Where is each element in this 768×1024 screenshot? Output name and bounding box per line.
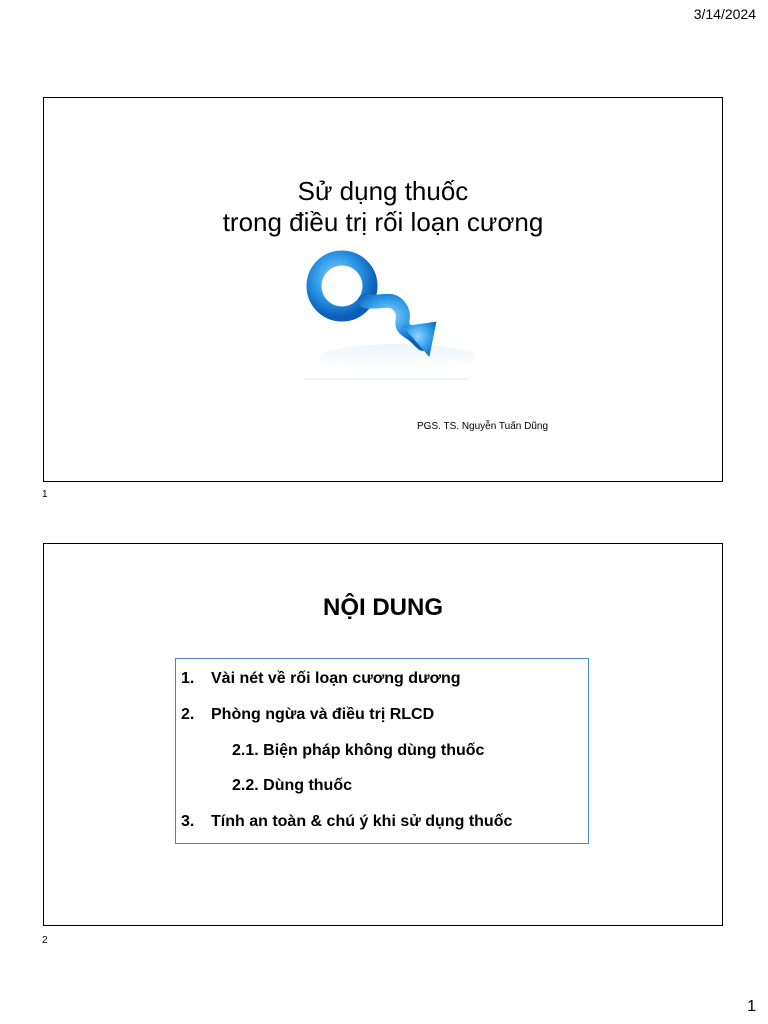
- title-line-1: Sử dụng thuốc: [297, 176, 469, 206]
- item-text: Vài nét về rối loạn cương dương: [211, 670, 461, 687]
- slide-1-title: [44, 176, 722, 238]
- list-item: [181, 706, 434, 724]
- slide-number: 1: [42, 489, 48, 500]
- page-number: 1: [747, 998, 756, 1015]
- item-text: 2.1. Biện pháp không dùng thuốc: [232, 742, 485, 759]
- list-item: [232, 777, 352, 795]
- item-number: 2.: [181, 706, 195, 723]
- item-text: Tính an toàn & chú ý khi sử dụng thuốc: [211, 813, 513, 830]
- item-number: 1.: [181, 670, 195, 687]
- author: PGS. TS. Nguyễn Tuấn Dũng: [417, 421, 549, 432]
- list-item: [232, 742, 484, 760]
- slide-2-title: NỘI DUNG: [323, 594, 443, 621]
- table-of-contents: [175, 658, 589, 844]
- slide-2: [43, 543, 723, 926]
- slide-1: [43, 97, 723, 482]
- list-item: [181, 670, 461, 688]
- slide-number: 2: [42, 935, 48, 946]
- male-symbol-down-arrow-icon: [299, 246, 474, 381]
- list-item: [181, 813, 512, 831]
- title-line-2: trong điều trị rối loạn cương: [222, 207, 544, 237]
- print-date: 3/14/2024: [693, 6, 756, 22]
- item-number: 3.: [181, 813, 195, 830]
- item-text: 2.2. Dùng thuốc: [232, 777, 352, 794]
- item-text: Phòng ngừa và điều trị RLCD: [211, 706, 435, 723]
